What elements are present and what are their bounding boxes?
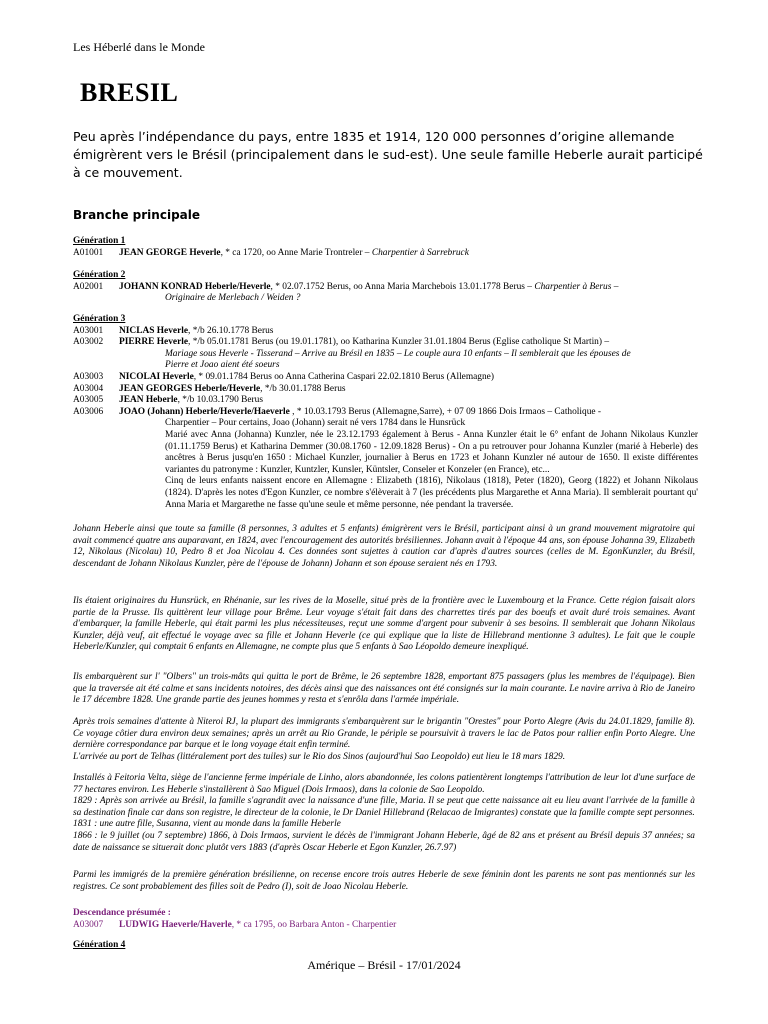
person-row [73,326,698,338]
running-header: Les Héberlé dans le Monde [73,40,205,54]
person-name: JEAN GEORGE Heverle [119,247,221,258]
person-row [73,337,698,349]
person-row [73,407,698,419]
person-name: NICOLAI Heverle [119,371,194,382]
person-row [73,248,698,260]
narrative-paragraph: Ils étaient originaires du Hunsrück, en Rhénanie, sur les rives de la Moselle, situé près de la frontière avec le Luxembourg et la France. Cette région faisait alors partie de la Prusse. Ils quittèrent leur village pour Brême. Leur voyage s'était fait dans des charrettes tirés par des boeufs et avait duré trois semaines. Avant d'embarquer, la famille Heberle, qui était parmi les plus nécessiteuses, reçut une somme d'argent pour subvenir à ses besoins. Il semblerait que Johann Nikolaus Kunzler, déjà veuf, ait effectué le voyage avec sa fille et Johann Heverle (ce qui explique que la liste de Hillebrand mentionne 3 adultes). Le fait que le couple Heberle/Kunzler, qui comptait 6 enfants en Allemagne, ne compte plus que 5 enfants à Sao Léopoldo demeure inexpliqué. [73,596,695,653]
generation-heading: Génération 4 [73,940,126,950]
person-name: PIERRE Heverle [119,337,188,348]
person-name: JEAN Heberle [119,395,178,406]
person-note-continued: Mariage sous Heverle - Tisserand – Arrive au Brésil en 1835 – Le couple aura 10 enfants – Il semblerait que les épouses de [165,348,631,359]
person-note-continued: Pierre et Joao aient été soeurs [165,360,280,371]
presumed-descendants [73,908,698,931]
narrative-paragraph: Installés à Feitoria Velta, siège de l'ancienne ferme impériale de Linho, alors abandonnée, les colons patientèrent longtemps l'attribution de leur lot d'une surface de 77 hectares environ. Les Heberle s'installèrent à Sao Miguel (Dois Irmaos), dans la colonie de Sao Leopoldo. 1829 : Après son arrivée au Brésil, la famille s'agrandit avec la naissance d'une fille, Maria. Il se peut que cette naissance ait eu lieu avant l'arrivée de la famille à sa destination finale car dans son registre, le directeur de la colonie, le Dr Daniel Hillebrand (Relacao de Imigrantes) constate que la famille compte sept personnes. 1831 : une autre fille, Susanna, vient au monde dans la famille Heberle 1866 : le 9 juillet (ou 7 septembre) 1866, à Dois Irmaos, survient le décès de l'immigrant Johann Heberle, âgé de 82 ans et présent au Brésil depuis 37 années; sa date de naissance se situerait donc plutôt vers 1883 (d'après Oscar Heberle et Egon Kunzler, 26.7.97) [73,773,695,853]
narrative-paragraph: Ils embarquèrent sur l' "Olbers" un trois-mâts qui quitta le port de Brême, le 26 septembre 1828, emportant 875 passagers (plus les membres de l'équipage). Bien que la traversée ait été calme et sans incidents notoires, des décès ainsi que des naissances ont été consignés sur la main courante. Le navire arriva à Rio de Janeiro le 17 décembre 1828. Une grande partie des jeunes hommes y resta et s'enrôla dans l'armée impériale. [73,672,695,706]
person-details: , */b 05.01.1781 Berus (ou 19.01.1781), oo Katharina Kunzler 31.01.1804 Berus (Eglise catholique St Martin) – [188,337,610,348]
person-note: Charpentier à Sarrebruck [371,247,469,258]
person-row [73,395,698,407]
person-code: A03006 [73,406,104,417]
person-code: A03001 [73,325,104,336]
person-row [73,282,698,294]
person-code: A03003 [73,371,104,382]
person-details: , * 10.03.1793 Berus (Allemagne,Sarre), + 07 09 1866 Dois Irmaos – Catholique - [289,406,602,417]
intro-paragraph: Peu après l’indépendance du pays, entre 1835 et 1914, 120 000 personnes d’origine allemande émigrèrent vers le Brésil (principalement dans le sud-est). Une seule famille Heberle aurait participé à ce mouvement. [73,129,703,180]
person-details: , * ca 1720, oo Anne Marie Trontreler – [220,247,372,258]
person-code: A03005 [73,395,104,406]
person-name: JOHANN KONRAD Heberle/Heverle [119,281,271,292]
person-name: JEAN GEORGES Heberle/Heverle [119,383,261,394]
narrative-paragraph: Johann Heberle ainsi que toute sa famille (8 personnes, 3 adultes et 5 enfants) émigrèrent vers le Brésil, participant ainsi à un grand mouvement migratoire qui avait commencé quatre ans auparavant, en 1824, avec l'encouragement des autorités brésiliennes. Johann avait à l'époque 44 ans, son épouse Johanna 39, Elizabeth 12, Nikolaus (Nicolau) 10, Pedro 8 et Joa Nicolau 4. Ces données sont sujettes à caution car d'après d'autres sources (celles de M. EgonKunzler, du Brésil, descendant de Johann Nikolaus Kunzler, père de l'épouse de Johann) Johann et son épouse seraient nés en 1793. [73,524,695,569]
person-code: A03007 [73,919,104,930]
person-details-continued: Charpentier – Pour certains, Joao (Johann) serait né vers 1784 dans le Hunsrück [165,418,466,429]
person-row [73,384,698,396]
page-title: BRESIL [80,78,179,107]
person-code: A03002 [73,337,104,348]
narrative-paragraph: Après trois semaines d'attente à Niteroi RJ, la plupart des immigrants s'embarquèrent sur le brigantin "Orestes" pour Porto Alegre (Avis du 24.01.1829, famille 8). Ce voyage côtier dura environ deux semaines; après un arrêt au Rio Grande, le périple se poursuivit à travers le lac de Patos pour rallier enfin Porto Alegre. Une dernière correspondance par barque et le long voyage était enfin terminé. L'arrivée au port de Telhas (littéralement port des tuiles) sur le Rio dos Sinos (aujourd'hui Sao Leopoldo) eut lieu le 18 mars 1829. [73,717,695,762]
generation-3 [73,314,698,511]
person-details: , */b 10.03.1790 Berus [177,395,264,406]
person-row [73,920,698,932]
person-details: , */b 26.10.1778 Berus [188,325,274,336]
person-name: NICLAS Heverle [119,325,188,336]
person-row [73,372,698,384]
person-note: Charpentier à Berus – [534,281,619,292]
generation-heading: Génération 1 [73,236,126,246]
section-title: Branche principale [73,208,201,222]
person-note-continued: Originaire de Merlebach / Weiden ? [165,293,301,304]
narrative-paragraph: Parmi les immigrés de la première génération brésilienne, on recense encore trois autres Heberle de sexe féminin dont les parents ne sont pas mentionnés sur les registres. Ce sont probablement des filles soit de Pedro (I), soit de Joao Nicolau Heberle. [73,870,695,892]
person-details-continued: Marié avec Anna (Johanna) Kunzler, née le 23.12.1793 également à Berus - Anna Kunzler était le 6° enfant de Johann Nikolaus Kunzler (01.11.1759 Berus) et Katharina Demmer (30.08.1760 - 12.09.1828 Berus) - On a pu retrouver pour Johanna Kunzler (marié à Heberle) des ancêtres à Berus jusqu'en 1650 : Michael Kunzler, journalier à Berus en 1723 et Johann Kunzler né autour de 1650. Il existe différentes variantes du patronyme : Kunzler, Kuntzler, Kunsler, Küntsler, Conseler et Konzeler (en France), etc... [165,429,698,475]
page-footer: Amérique – Brésil - 17/01/2024 [307,958,461,972]
person-details: , */b 30.01.1788 Berus [260,383,346,394]
person-details: , * ca 1795, oo Barbara Anton - Charpentier [231,919,397,930]
generation-2 [73,270,698,305]
person-details: , * 02.07.1752 Berus, oo Anna Maria Marchebois 13.01.1778 Berus – [270,281,535,292]
generation-heading: Génération 2 [73,270,126,280]
person-code: A03004 [73,383,104,394]
descendance-heading: Descendance présumée : [73,908,171,918]
person-details-continued: Cinq de leurs enfants naissent encore en Allemagne : Elizabeth (1816), Nikolaus (1818), Peter (1820), Georg (1822) et Johann Nikolaus (1824). D'après les notes d'Egon Kunzler, ce nombre s'élèverait à 7 (les précédents plus Margarethe et Anna Maria). Il semblerait pourtant qu' Anna Maria et Margarethe ne fasse qu'une seule et même personne, née pendant la traversée. [165,476,698,510]
person-name: JOAO (Johann) Heberle/Heverle/Haeverle [119,406,290,417]
person-name: LUDWIG Haeverle/Haverle [119,919,232,930]
person-code: A01001 [73,247,104,258]
person-details: , * 09.01.1784 Berus oo Anna Catherina Caspari 22.02.1810 Berus (Allemagne) [193,371,494,382]
generation-heading: Génération 3 [73,314,126,324]
generation-1 [73,236,698,259]
person-code: A02001 [73,281,104,292]
